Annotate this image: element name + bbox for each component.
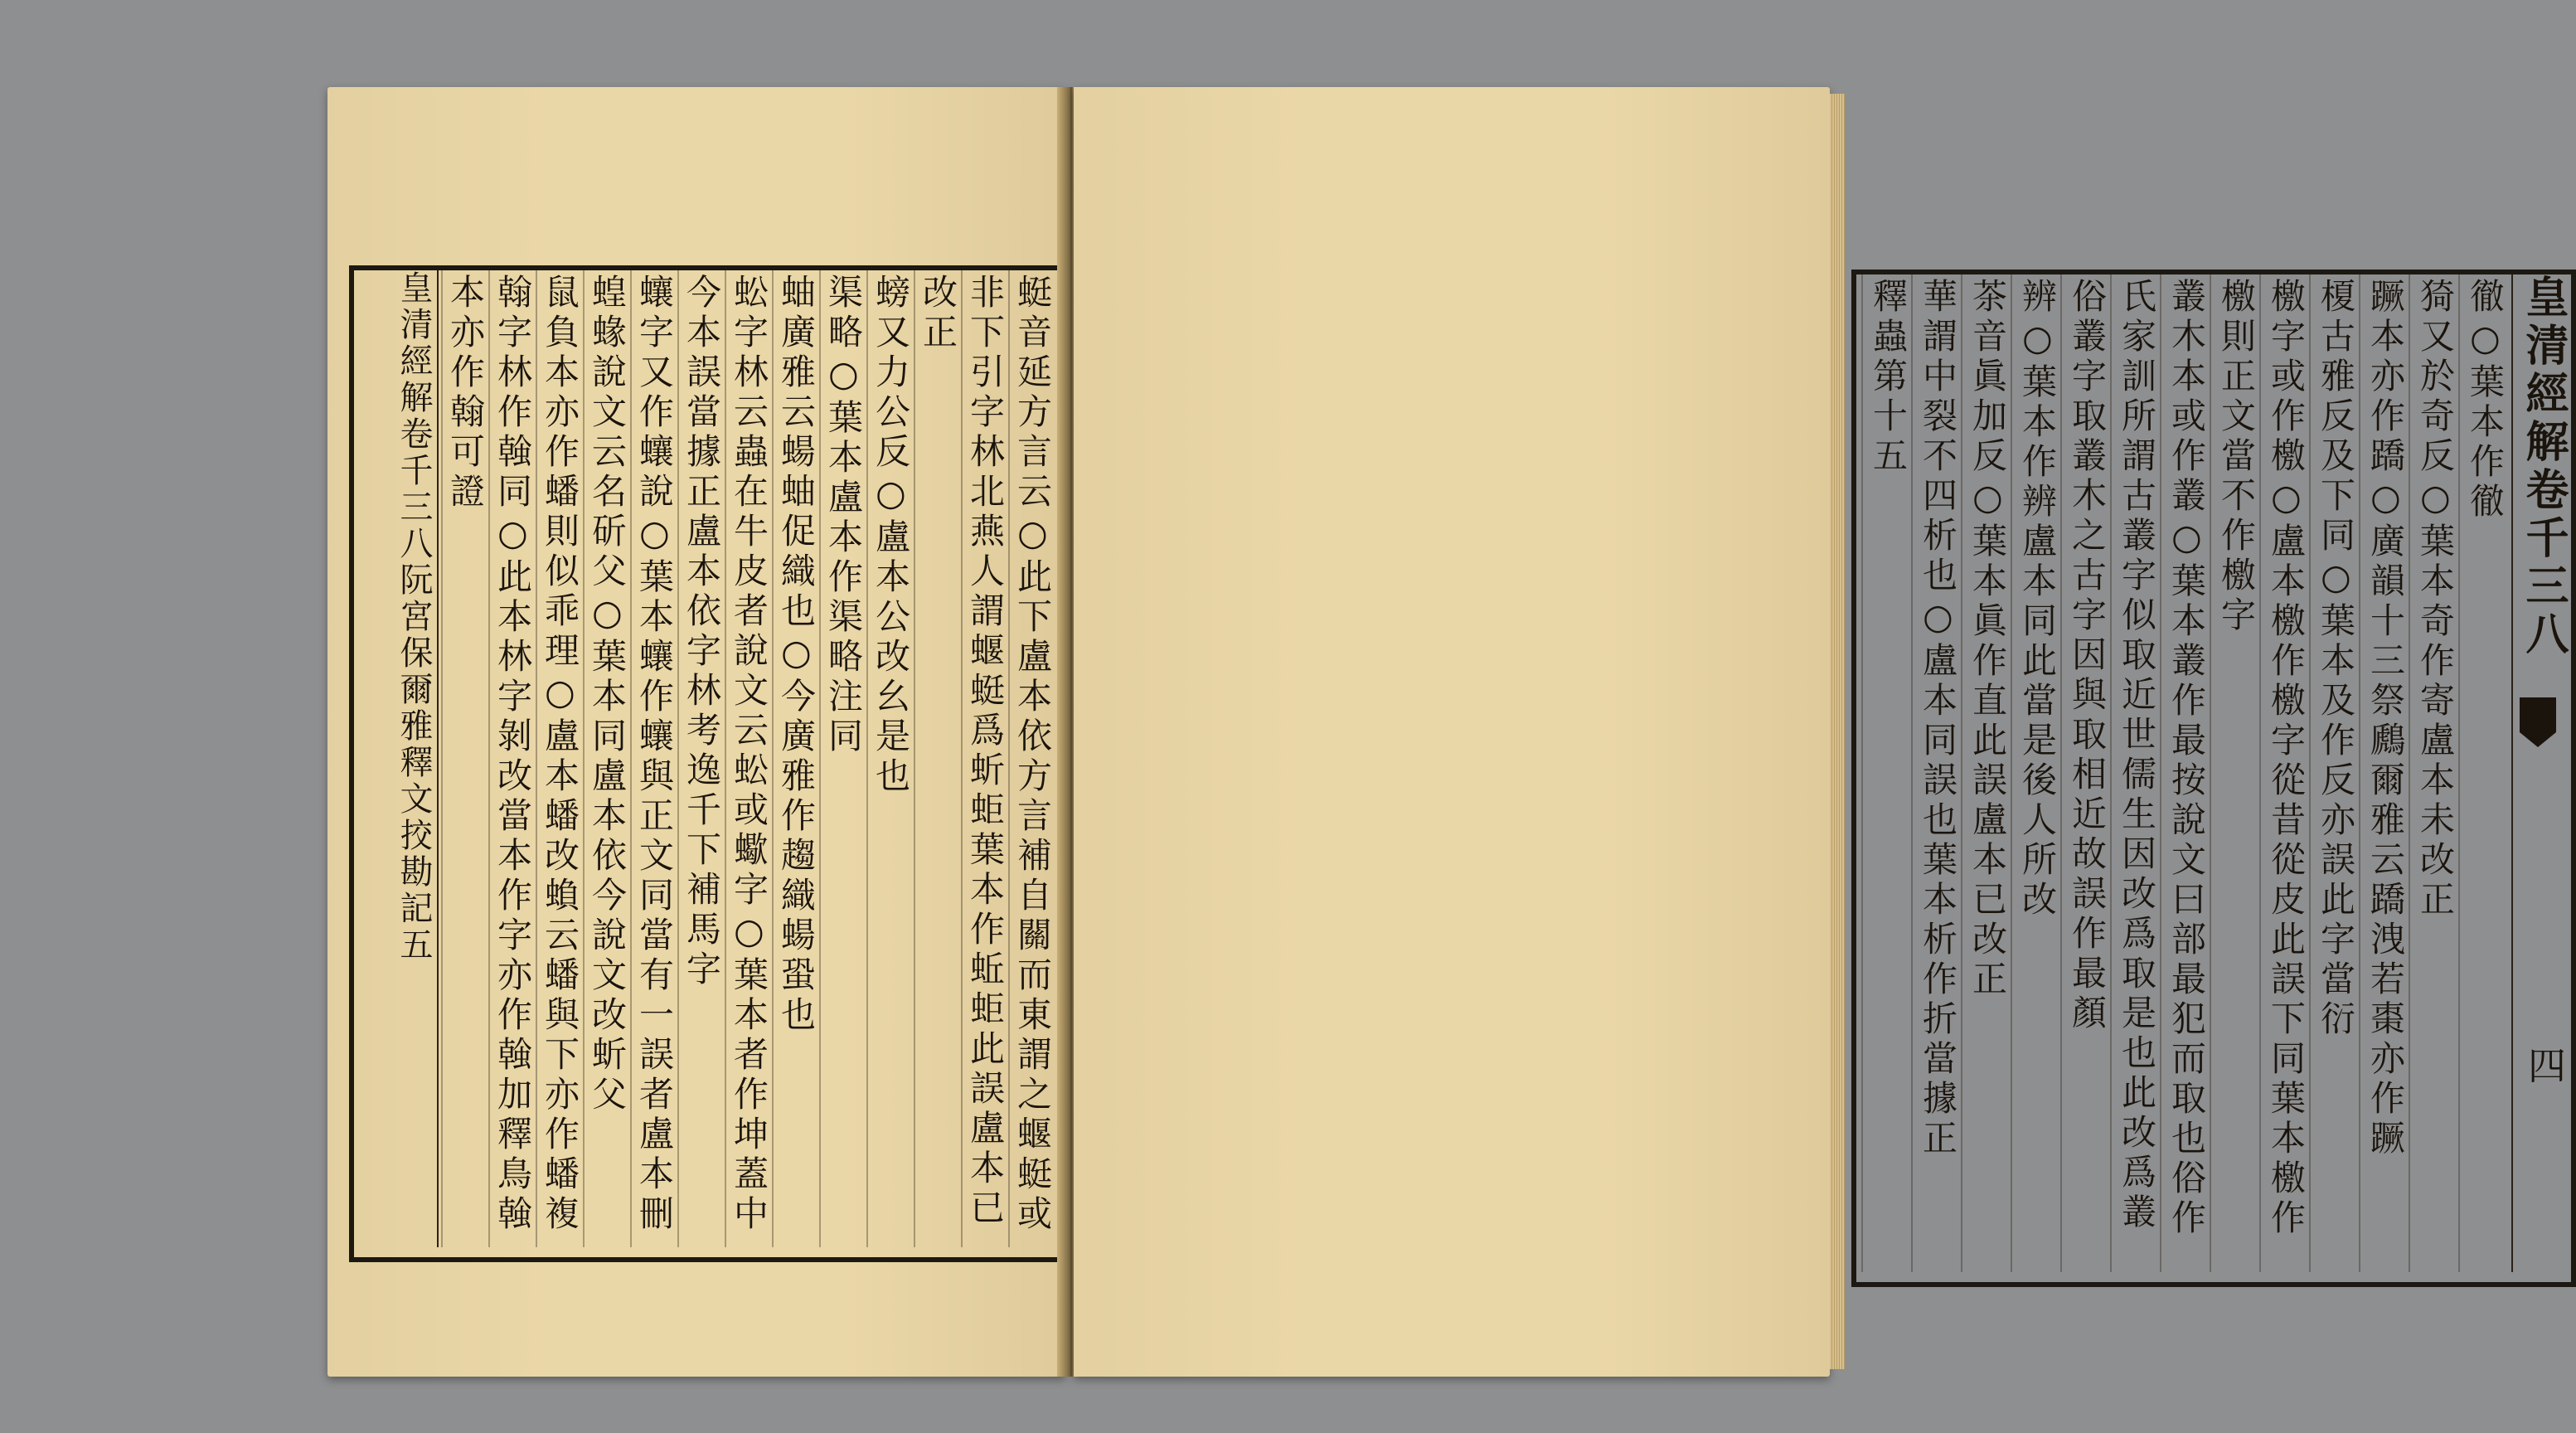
right-text-frame — [1851, 270, 2576, 1287]
left-text-column: 螃又力公反○盧本公改幺是也 — [871, 274, 911, 797]
right-text-column: 辨○葉本作辨盧本同此當是後人所改 — [2017, 278, 2058, 921]
right-text-column: 檄字或作檄○盧本檄作檄字從昔從皮此誤下同葉本檄作 — [2266, 278, 2307, 1239]
fishtail-mark — [2520, 697, 2556, 747]
column-rule — [2359, 274, 2360, 1272]
open-book — [327, 87, 2569, 1377]
left-text-column: 蜓音延方言云○此下盧本依方言補自關而東謂之蝘蜓或 — [1012, 274, 1053, 1235]
column-rule — [583, 270, 585, 1247]
column-rule — [677, 270, 679, 1247]
column-rule — [2160, 274, 2161, 1272]
right-text-column: 徹○葉本作徹 — [2465, 278, 2506, 522]
left-text-column: 改正 — [918, 274, 958, 353]
left-text-frame — [349, 265, 1064, 1262]
column-rule — [725, 270, 726, 1247]
column-rule — [2511, 274, 2513, 1272]
right-page — [1074, 87, 2569, 1377]
left-text-column: 蚰廣雅云蝪蚰促織也○今廣雅作趨織蝪蛩也 — [776, 274, 817, 1036]
column-rule — [2309, 274, 2311, 1272]
column-rule — [441, 270, 443, 1247]
right-text-column: 茶音眞加反○葉本眞作直此誤盧本已改正 — [1967, 278, 2008, 1000]
right-text-column: 華謂中裂不四析也○盧本同誤也葉本析作折當據正 — [1918, 278, 1958, 1159]
left-text-column: 鼠負本亦作蟠則似乖理○盧本蟠改蝜云蟠與下亦作蟠複 — [540, 274, 580, 1235]
left-text-column: 非下引字林北燕人謂蝘蜓爲蚚蚷葉本作蚯蚷此誤盧本已 — [965, 274, 1006, 1229]
left-margin-column: 皇清經解卷千三八阮宮保爾雅釋文挍勘記五 — [395, 270, 433, 964]
right-text-column: 榎古雅反及下同○葉本及作反亦誤此字當衍 — [2316, 278, 2356, 1040]
right-text-column: 檄則正文當不作檄字 — [2216, 278, 2257, 636]
column-rule — [1861, 274, 1863, 1272]
left-text-column: 今本誤當據正盧本依字林考逸千下補馬字 — [682, 274, 722, 990]
column-rule — [914, 270, 915, 1247]
column-rule — [1961, 274, 1962, 1272]
page-edges — [1830, 94, 1845, 1369]
column-rule — [1911, 274, 1913, 1272]
left-text-column: 本亦作翰可證 — [445, 274, 486, 512]
column-rule — [2259, 274, 2261, 1272]
column-rule — [2458, 274, 2460, 1272]
column-rule — [772, 270, 774, 1247]
right-text-column: 俗叢字取叢木之古字因與取相近故誤作最顏 — [2067, 278, 2108, 1034]
right-text-column: 蹶本亦作蹻○廣韻十三祭鷉爾雅云蹻洩若棗亦作蹶 — [2365, 278, 2406, 1159]
column-rule — [1008, 270, 1010, 1247]
column-rule — [2110, 274, 2112, 1272]
column-rule — [2011, 274, 2012, 1272]
left-text-column: 渠略○葉本盧本作渠略注同 — [823, 274, 864, 757]
right-margin-column: 皇清經解卷千三八 — [2518, 274, 2569, 659]
column-rule — [2409, 274, 2410, 1272]
right-text-column: 叢木本或作叢○葉本叢作最按說文曰部最犯而取也俗作 — [2166, 278, 2207, 1239]
left-text-column: 蚣字林云蟲在牛皮者說文云蚣或蠍字○葉本者作坤蓋中 — [729, 274, 769, 1235]
column-rule — [630, 270, 632, 1247]
left-text-column: 蠰字又作蠰說○葉本蠰作蠰與正文同當有一誤者盧本刪 — [634, 274, 675, 1235]
column-rule — [961, 270, 963, 1247]
right-text-column: 氏家訓所謂古叢字似取近世儒生因改爲取是也此改爲叢 — [2117, 278, 2157, 1233]
left-page — [327, 87, 1065, 1377]
column-rule — [536, 270, 537, 1247]
column-rule — [437, 270, 439, 1247]
right-text-column: 猗又於奇反○葉本奇作寄盧本未改正 — [2415, 278, 2456, 921]
column-rule — [2210, 274, 2211, 1272]
page-number: 四 — [2522, 1046, 2567, 1089]
right-text-column: 釋蟲第十五 — [1868, 278, 1909, 477]
column-rule — [2060, 274, 2062, 1272]
left-text-column: 蝗蝝說文云名斫父○葉本同盧本依今說文改蚚父 — [587, 274, 628, 1115]
column-rule — [819, 270, 821, 1247]
column-rule — [488, 270, 490, 1247]
column-rule — [866, 270, 868, 1247]
left-text-column: 翰字林作螒同○此本林字剝改當本作字亦作螒加釋鳥螒 — [492, 274, 533, 1235]
